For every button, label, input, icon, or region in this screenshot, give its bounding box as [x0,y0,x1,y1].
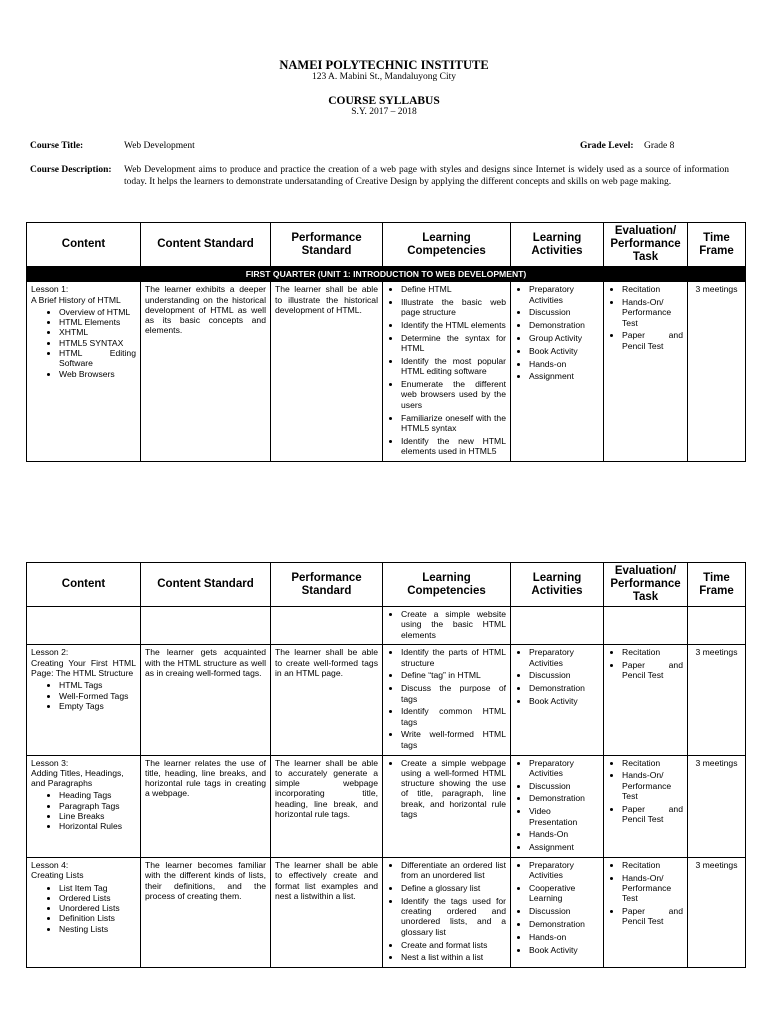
lesson-1-competencies [383,282,511,461]
lesson-title: Adding Titles, Headings, and Paragraphs [31,767,124,789]
lesson-3-content-standard: The learner relates the use of title, heading, line breaks, and horizontal rule tags in creating a webpage. [141,755,271,857]
lesson-1-content-standard: The learner exhibits a deeper understanding on the historical development of HTML as well as its basic concepts and elements. [141,282,271,461]
lesson-label: Lesson 4: [31,859,69,870]
lesson-2-content [27,645,141,755]
list-item: • Ordered Lists [59,893,136,903]
list-item: • Web Browsers [59,369,136,379]
course-description: Web Development aims to produce and practice the creation of a web page with styles and designs since Internet is widely used as a source of information today. It helps the learners to demonstrate undersatanding of Creative Design by applying the different concepts and skills on web page making. [124,165,729,187]
grade-level-label: Grade Level: [580,141,634,151]
list-item: • Empty Tags [59,701,136,711]
list-item: • Create and format lists [401,940,506,950]
lesson-2-content-standard: The learner gets acquainted with the HTML structure as well as in creaing well-formed tags. [141,645,271,755]
table-row [27,755,746,857]
lesson-2-performance-standard: The learner shall be able to create well-formed tags in an HTML page. [271,645,383,755]
lesson-4-content [27,857,141,967]
list-item: • Demonstration [529,320,599,330]
col-time-frame: Time Frame [688,563,746,607]
list-item: • Hands-On/ Performance Test [622,873,683,904]
list-item: • HTML Elements [59,317,136,327]
list-item: • Video Presentation [529,806,599,827]
course-title-value: Web Development [124,141,195,151]
list-item: • Nest a list within a list [401,952,506,962]
list-item: • HTML Editing Software [59,348,136,369]
grade-level-value: Grade 8 [644,141,675,151]
col-learning-competencies: Learning Competencies [383,563,511,607]
col-evaluation: Evaluation/ Performance Task [604,223,688,267]
list-item: • Preparatory Activities [529,860,599,881]
list-item: • Heading Tags [59,790,136,800]
table-row [27,645,746,755]
col-content-standard: Content Standard [141,563,271,607]
list-item: • Paper and Pencil Test [622,660,683,681]
list-item: • Well-Formed Tags [59,691,136,701]
col-content: Content [27,563,141,607]
institution-address: 123 A. Mabini St., Mandaluyong City [311,72,457,82]
carryover-competency [383,607,511,645]
list-item: • Discussion [529,670,599,680]
list-item: • Define a glossary list [401,883,506,893]
list-item: • Hands-on [529,359,599,369]
lesson-label: Lesson 1: [31,284,69,295]
list-item: • Paper and Pencil Test [622,906,683,927]
syllabus-table-1 [26,222,746,462]
list-item: • Create a simple webpage using a well-formed HTML structure showing the use of title, paragraph, line break, and horizontal rule tags [401,758,506,820]
list-item: • Preparatory Activities [529,758,599,779]
table-header-row [27,563,746,607]
lesson-title: A Brief History of HTML [31,294,121,305]
list-item: • Group Activity [529,333,599,343]
list-item: • Book Activity [529,346,599,356]
table-row [27,857,746,967]
list-item: • Demonstration [529,793,599,803]
list-item: • Hands-On/ Performance Test [622,770,683,801]
list-item: • Preparatory Activities [529,284,599,305]
list-item: • Cooperative Learning [529,883,599,904]
list-item: • Nesting Lists [59,924,136,934]
list-item: • XHTML [59,327,136,337]
col-content: Content [27,223,141,267]
table-row [27,282,746,461]
institution-name: NAMEI POLYTECHNIC INSTITUTE [279,58,489,72]
list-item: • Illustrate the basic web page structure [401,297,506,318]
lesson-1-evaluation [604,282,688,461]
list-item: • Discussion [529,781,599,791]
list-item: • List Item Tag [59,883,136,893]
list-item: • Identify the most popular HTML editing software [401,356,506,377]
list-item: • Discuss the purpose of tags [401,683,506,704]
table-row [27,607,746,645]
list-item: • Differentiate an ordered list from an unordered list [401,860,506,881]
list-item: • Book Activity [529,945,599,955]
list-item: • Definition Lists [59,913,136,923]
list-item: • Hands-On [529,829,599,839]
list-item: • HTML Tags [59,680,136,690]
list-item: • Unordered Lists [59,903,136,913]
list-item: • Identify the new HTML elements used in HTML5 [401,436,506,457]
list-item: • Identify the parts of HTML structure [401,647,506,668]
list-item: • Write well-formed HTML tags [401,729,506,750]
list-item: • Recitation [622,284,683,294]
list-item: • Determine the syntax for HTML [401,333,506,354]
lesson-2-activities [511,645,604,755]
lesson-title: Creating Your First HTML Page: The HTML Structure [31,657,136,678]
lesson-3-competencies [383,755,511,857]
course-description-label: Course Description: [30,165,112,175]
table-header-row [27,223,746,267]
col-performance-standard: Performance Standard [271,223,383,267]
col-learning-activities: Learning Activities [511,223,604,267]
lesson-3-performance-standard: The learner shall be able to accurately generate a simple webpage incorporating title, heading, line break, and horizontal rule tags. [271,755,383,857]
list-item: • Paragraph Tags [59,801,136,811]
list-item: • Identify common HTML tags [401,706,506,727]
list-item: • Create a simple website using the basic HTML elements [401,609,506,640]
lesson-2-evaluation [604,645,688,755]
list-item: • Discussion [529,307,599,317]
col-evaluation: Evaluation/ Performance Task [604,563,688,607]
col-learning-activities: Learning Activities [511,563,604,607]
lesson-title: Creating Lists [31,870,84,881]
list-item: • Assignment [529,842,599,852]
lesson-1-time-frame: 3 meetings [688,282,746,461]
lesson-4-evaluation [604,857,688,967]
lesson-1-performance-standard: The learner shall be able to illustrate the historical development of HTML. [271,282,383,461]
lesson-2-competencies [383,645,511,755]
list-item: • Recitation [622,647,683,657]
col-content-standard: Content Standard [141,223,271,267]
lesson-3-activities [511,755,604,857]
lesson-label: Lesson 2: [31,647,69,658]
list-item: • Demonstration [529,683,599,693]
list-item: • Discussion [529,906,599,916]
list-item: • Define “tag” in HTML [401,670,506,680]
list-item: • Line Breaks [59,811,136,821]
course-title-label: Course Title: [30,141,84,151]
quarter-row [27,267,746,282]
lesson-4-activities [511,857,604,967]
list-item: • Recitation [622,860,683,870]
list-item: • Assignment [529,371,599,381]
quarter-heading: FIRST QUARTER (UNIT 1: INTRODUCTION TO WEB DEVELOPMENT) [27,267,746,282]
list-item: • Recitation [622,758,683,768]
syllabus-table-2 [26,562,746,968]
lesson-4-time-frame: 3 meetings [688,857,746,967]
list-item: • Enumerate the different web browsers used by the users [401,379,506,410]
list-item: • Horizontal Rules [59,821,136,831]
lesson-2-time-frame: 3 meetings [688,645,746,755]
list-item: • Overview of HTML [59,307,136,317]
list-item: • Paper and Pencil Test [622,330,683,351]
list-item: • Demonstration [529,919,599,929]
lesson-1-content [27,282,141,461]
lesson-3-time-frame: 3 meetings [688,755,746,857]
col-performance-standard: Performance Standard [271,563,383,607]
lesson-4-performance-standard: The learner shall be able to effectively create and format list examples and nest a listwithin a list. [271,857,383,967]
list-item: • Identify the tags used for creating ordered and unordered lists, and a glossary list [401,896,506,937]
list-item: • Hands-On/ Performance Test [622,297,683,328]
topic-list [31,307,136,379]
school-year: S.Y. 2017 – 2018 [351,107,417,117]
list-item: • HTML5 SYNTAX [59,338,136,348]
col-time-frame: Time Frame [688,223,746,267]
list-item: • Hands-on [529,932,599,942]
lesson-4-content-standard: The learner becomes familiar with the different kinds of lists, their definitions, and the process of creating them. [141,857,271,967]
list-item: • Define HTML [401,284,506,294]
lesson-3-content [27,755,141,857]
document-title: COURSE SYLLABUS [328,95,440,107]
lesson-3-evaluation [604,755,688,857]
list-item: • Familiarize oneself with the HTML5 syntax [401,413,506,434]
list-item: • Book Activity [529,696,599,706]
lesson-label: Lesson 3: [31,757,69,768]
list-item: • Preparatory Activities [529,647,599,668]
lesson-4-competencies [383,857,511,967]
lesson-1-activities [511,282,604,461]
col-learning-competencies: Learning Competencies [383,223,511,267]
list-item: • Identify the HTML elements [401,320,506,330]
list-item: • Paper and Pencil Test [622,804,683,825]
